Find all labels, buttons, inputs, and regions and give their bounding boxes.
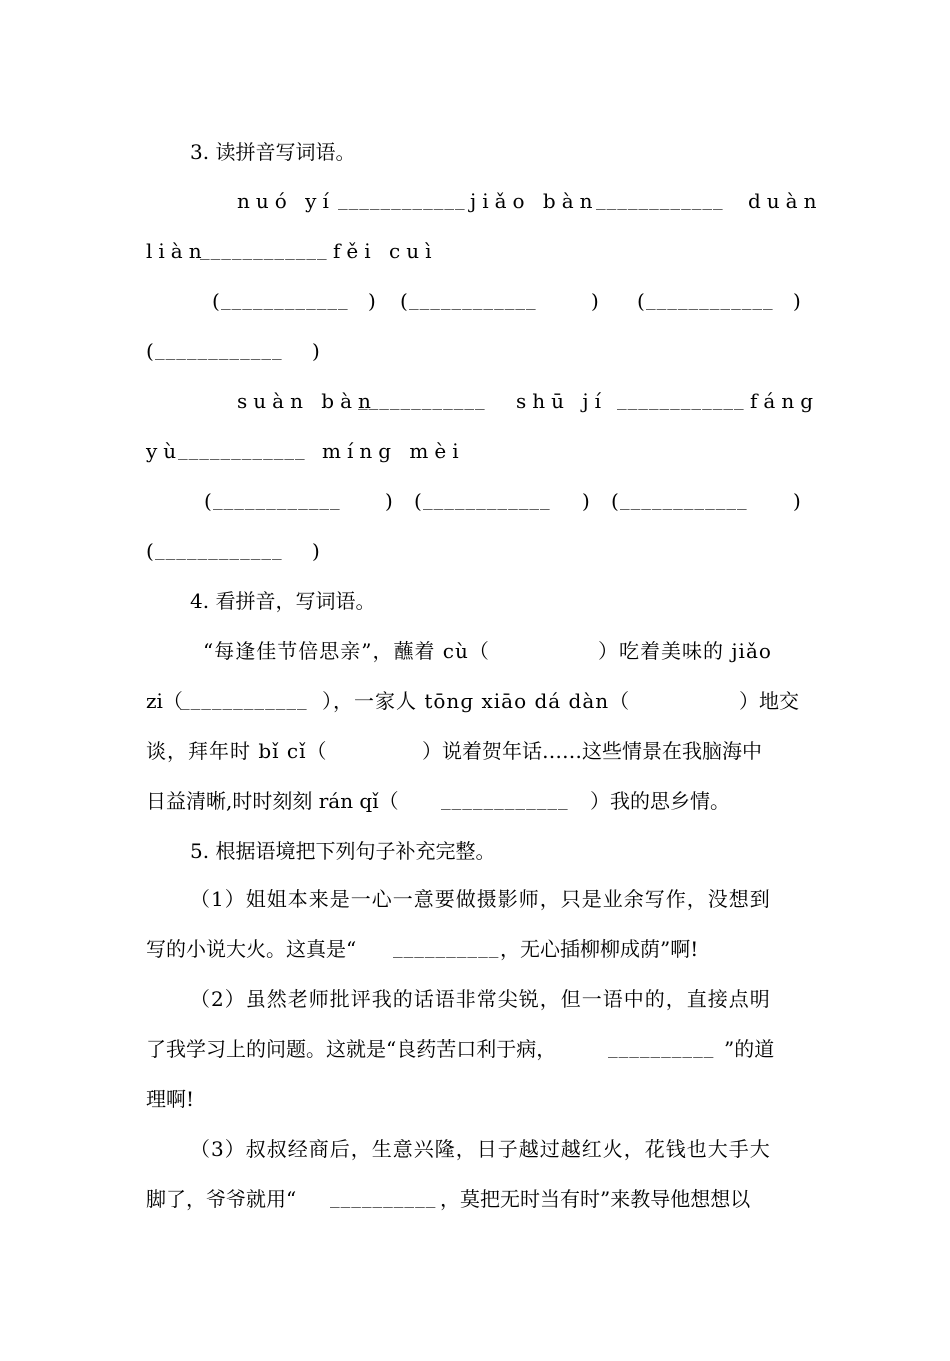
q3-answer-row-1: ( ____________ ) ( ____________ ) ( ____________ ) — [0, 283, 950, 319]
pinyin: liàn — [146, 239, 208, 263]
answer-blank[interactable]: ____________ — [409, 291, 537, 310]
answer-blank[interactable]: ____________ — [596, 191, 724, 210]
q3-pinyin-row-1b — [0, 233, 950, 269]
q5-s3-line-1: （3）叔叔经商后，生意兴隆，日子越过越红火，花钱也大手大 — [190, 1137, 771, 1161]
answer-blank[interactable]: ____________ — [200, 241, 328, 260]
answer-blank[interactable]: ____________ — [620, 491, 748, 510]
pinyin: duàn — [748, 189, 823, 213]
q4-line-2: zi（ ____________ ），一家人 tōnɡ xiāo dá dàn（ ）地交 — [0, 683, 950, 719]
answer-blank[interactable]: ____________ — [617, 391, 745, 410]
q5-s3-line-2: 脚了，爷爷就用“ __________ ，莫把无时当有时”来教导他想想以 — [0, 1181, 950, 1217]
pinyin: fěi cuì — [333, 239, 438, 263]
q3-pinyin-row-2 — [0, 383, 950, 419]
q5-s1-line-1: （1）姐姐本来是一心一意要做摄影师，只是业余写作，没想到 — [190, 887, 771, 911]
question-3-title: 3. 读拼音写词语。 — [190, 140, 356, 164]
answer-blank[interactable]: __________ — [393, 939, 500, 958]
pinyin: yù — [146, 439, 183, 463]
answer-blank[interactable]: ____________ — [646, 291, 774, 310]
answer-blank[interactable]: ____________ — [358, 391, 486, 410]
q3-answer-row-1b: ( ____________ ) — [0, 333, 950, 369]
q5-s2-line-3: 理啊! — [146, 1087, 195, 1111]
q5-s1-line-2: 写的小说大火。这真是“ __________ ，无心插柳柳成荫”啊! — [0, 931, 950, 967]
answer-blank[interactable]: ____________ — [338, 191, 466, 210]
question-5-title: 5. 根据语境把下列句子补充完整。 — [190, 839, 496, 863]
pinyin: nuó yí — [237, 189, 335, 213]
answer-blank[interactable]: ____________ — [180, 691, 308, 710]
q4-line-3: 谈，拜年时 bǐ cǐ（ ）说着贺年话……这些情景在我脑海中 — [146, 739, 762, 763]
q4-line-4: 日益清晰,时时刻刻 rán qǐ（ ____________ ）我的思乡情。 — [0, 783, 950, 819]
answer-blank[interactable]: ____________ — [155, 341, 283, 360]
q3-pinyin-row-2b — [0, 433, 950, 469]
pinyin: suàn bàn — [237, 389, 377, 413]
answer-blank[interactable]: ____________ — [178, 441, 306, 460]
pinyin: fáng — [750, 389, 820, 413]
pinyin: shū jí — [516, 389, 607, 413]
answer-blank[interactable]: __________ — [608, 1039, 715, 1058]
answer-blank[interactable]: ____________ — [213, 491, 341, 510]
answer-blank[interactable]: __________ — [330, 1189, 437, 1208]
answer-blank[interactable]: ____________ — [423, 491, 551, 510]
q4-line-1: “每逢佳节倍思亲”，蘸着 cù（ ）吃着美味的 jiǎo — [203, 639, 772, 663]
q3-pinyin-row-1 — [0, 183, 950, 219]
q5-s2-line-1: （2）虽然老师批评我的话语非常尖锐，但一语中的，直接点明 — [190, 987, 771, 1011]
answer-blank[interactable]: ____________ — [155, 541, 283, 560]
pinyin: míng mèi — [322, 439, 465, 463]
q5-s2-line-2: 了我学习上的问题。这就是“良药苦口利于病， __________ ”的道 — [0, 1031, 950, 1067]
answer-blank[interactable]: ____________ — [441, 791, 569, 810]
pinyin: jiǎo bàn — [470, 189, 599, 213]
answer-blank[interactable]: ____________ — [221, 291, 349, 310]
q3-answer-row-2b: ( ____________ ) — [0, 533, 950, 569]
question-4-title: 4. 看拼音，写词语。 — [190, 589, 376, 613]
q3-answer-row-2: ( ____________ ) ( ____________ ) ( ____________ ) — [0, 483, 950, 519]
